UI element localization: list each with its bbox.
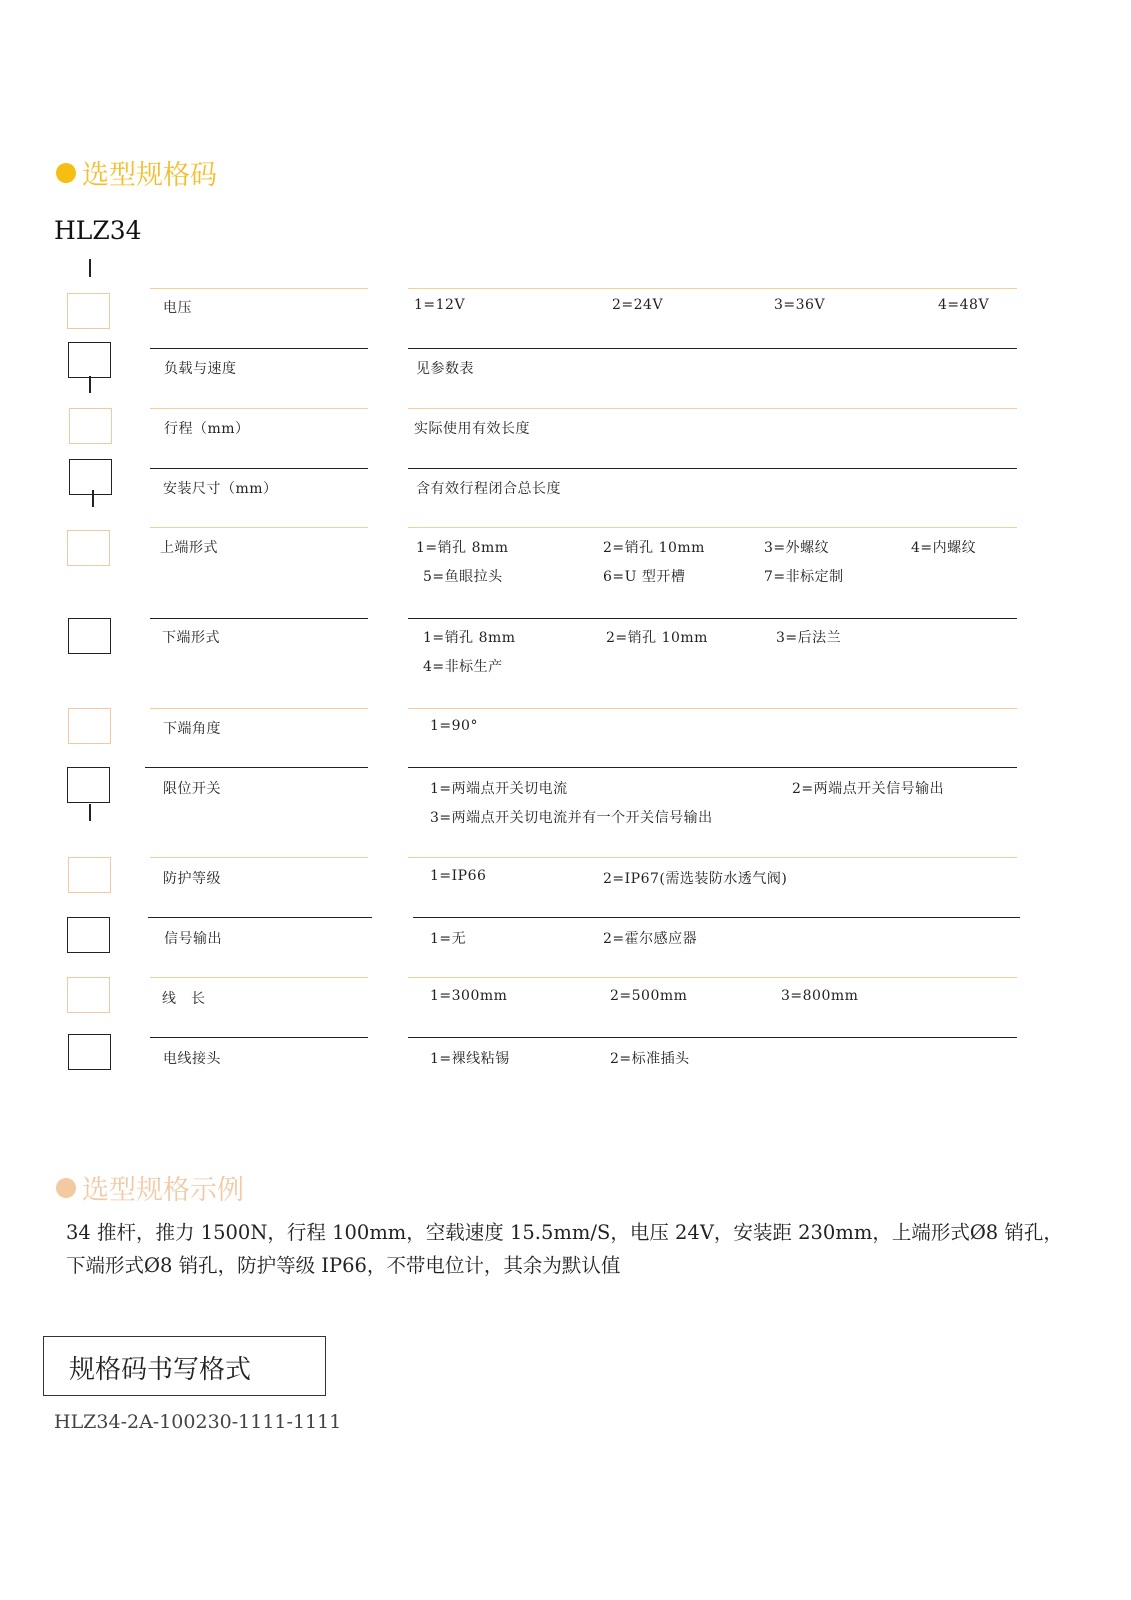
option-text: 5=鱼眼拉头 <box>423 569 503 585</box>
row-label: 安装尺寸（mm） <box>163 481 278 497</box>
selection-box[interactable] <box>68 708 111 744</box>
row-label: 下端形式 <box>162 630 220 646</box>
format-code: HLZ34-2A-100230-1111-1111 <box>54 1411 342 1433</box>
option-text: 7=非标定制 <box>764 569 844 585</box>
label-divider <box>150 977 368 978</box>
option-text: 2=霍尔感应器 <box>603 931 698 947</box>
row-label: 防护等级 <box>163 871 221 887</box>
option-divider <box>408 708 1017 709</box>
option-divider <box>408 348 1017 349</box>
option-divider <box>408 468 1017 469</box>
option-divider <box>408 857 1017 858</box>
option-text: 2=500mm <box>610 988 688 1004</box>
section-title-example <box>56 1168 244 1207</box>
option-divider <box>408 977 1017 978</box>
label-divider <box>150 348 368 349</box>
selection-box[interactable] <box>67 767 110 803</box>
option-text: 4=48V <box>938 297 990 313</box>
row-label: 行程（mm） <box>164 421 250 437</box>
option-text: 2=IP67(需选装防水透气阀) <box>603 871 788 887</box>
option-text: 3=36V <box>774 297 826 313</box>
separator-dash <box>89 259 91 277</box>
label-divider <box>150 708 368 709</box>
option-text: 1=裸线粘锡 <box>430 1051 510 1067</box>
option-divider <box>408 408 1017 409</box>
separator-dash <box>89 376 91 393</box>
label-divider <box>150 857 368 858</box>
option-text: 2=销孔 10mm <box>606 630 708 646</box>
example-paragraph-line-1: 34 推杆，推力 1500N，行程 100mm，空载速度 15.5mm/S，电压 24V，安装距 230mm，上端形式Ø8 销孔， <box>66 1221 1063 1244</box>
selection-box[interactable] <box>69 408 112 444</box>
selection-box[interactable] <box>68 618 111 654</box>
label-divider <box>150 288 368 289</box>
option-text: 3=外螺纹 <box>764 540 830 556</box>
option-text: 2=两端点开关信号输出 <box>792 781 945 797</box>
separator-dash <box>92 490 94 507</box>
label-divider <box>150 408 368 409</box>
selection-box[interactable] <box>69 459 112 495</box>
option-text: 4=非标生产 <box>423 659 503 675</box>
option-divider <box>408 618 1017 619</box>
row-label: 电压 <box>163 300 192 316</box>
option-text: 1=销孔 8mm <box>423 630 516 646</box>
section-title-text: 选型规格码 <box>82 160 217 191</box>
option-text: 2=标准插头 <box>610 1051 690 1067</box>
selection-box[interactable] <box>67 977 110 1013</box>
selection-box[interactable] <box>68 342 111 378</box>
label-divider <box>145 767 368 768</box>
option-text: 1=IP66 <box>430 868 487 884</box>
selection-box[interactable] <box>68 857 111 893</box>
row-label: 线 长 <box>162 991 206 1007</box>
row-label: 电线接头 <box>163 1051 221 1067</box>
option-text: 实际使用有效长度 <box>414 421 530 437</box>
option-text: 1=90° <box>430 718 478 734</box>
option-text: 1=销孔 8mm <box>416 540 509 556</box>
section-title-text: 选型规格示例 <box>82 1175 244 1206</box>
option-text: 1=两端点开关切电流 <box>430 781 568 797</box>
option-text: 含有效行程闭合总长度 <box>416 481 561 497</box>
separator-dash <box>89 804 91 821</box>
label-divider <box>148 917 372 918</box>
format-title: 规格码书写格式 <box>69 1355 252 1385</box>
selection-box[interactable] <box>67 293 110 329</box>
option-text: 3=800mm <box>781 988 859 1004</box>
selection-box[interactable] <box>68 1034 111 1070</box>
label-divider <box>150 618 368 619</box>
row-label: 下端角度 <box>163 721 221 737</box>
option-text: 1=300mm <box>430 988 508 1004</box>
option-divider <box>408 767 1017 768</box>
label-divider <box>150 468 368 469</box>
option-text: 1=无 <box>430 931 467 947</box>
selection-box[interactable] <box>67 530 110 566</box>
option-text: 3=两端点开关切电流并有一个开关信号输出 <box>430 810 713 826</box>
row-label: 上端形式 <box>160 540 218 556</box>
option-text: 2=24V <box>612 297 664 313</box>
option-text: 4=内螺纹 <box>911 540 977 556</box>
option-divider <box>413 917 1020 918</box>
option-text: 2=销孔 10mm <box>603 540 705 556</box>
option-divider <box>408 288 1017 289</box>
row-label: 限位开关 <box>163 781 221 797</box>
label-divider <box>150 1037 368 1038</box>
option-text: 1=12V <box>414 297 466 313</box>
bullet-dot-icon <box>56 1178 76 1198</box>
row-label: 负载与速度 <box>164 361 237 377</box>
option-divider <box>408 527 1017 528</box>
option-divider <box>408 1037 1017 1038</box>
option-text: 6=U 型开槽 <box>603 569 686 585</box>
selection-box[interactable] <box>67 917 110 953</box>
example-paragraph-line-2: 下端形式Ø8 销孔，防护等级 IP66，不带电位计，其余为默认值 <box>66 1254 621 1277</box>
model-code: HLZ34 <box>54 216 142 245</box>
row-label: 信号输出 <box>164 931 222 947</box>
option-text: 见参数表 <box>416 361 474 377</box>
option-text: 3=后法兰 <box>776 630 842 646</box>
label-divider <box>150 527 368 528</box>
